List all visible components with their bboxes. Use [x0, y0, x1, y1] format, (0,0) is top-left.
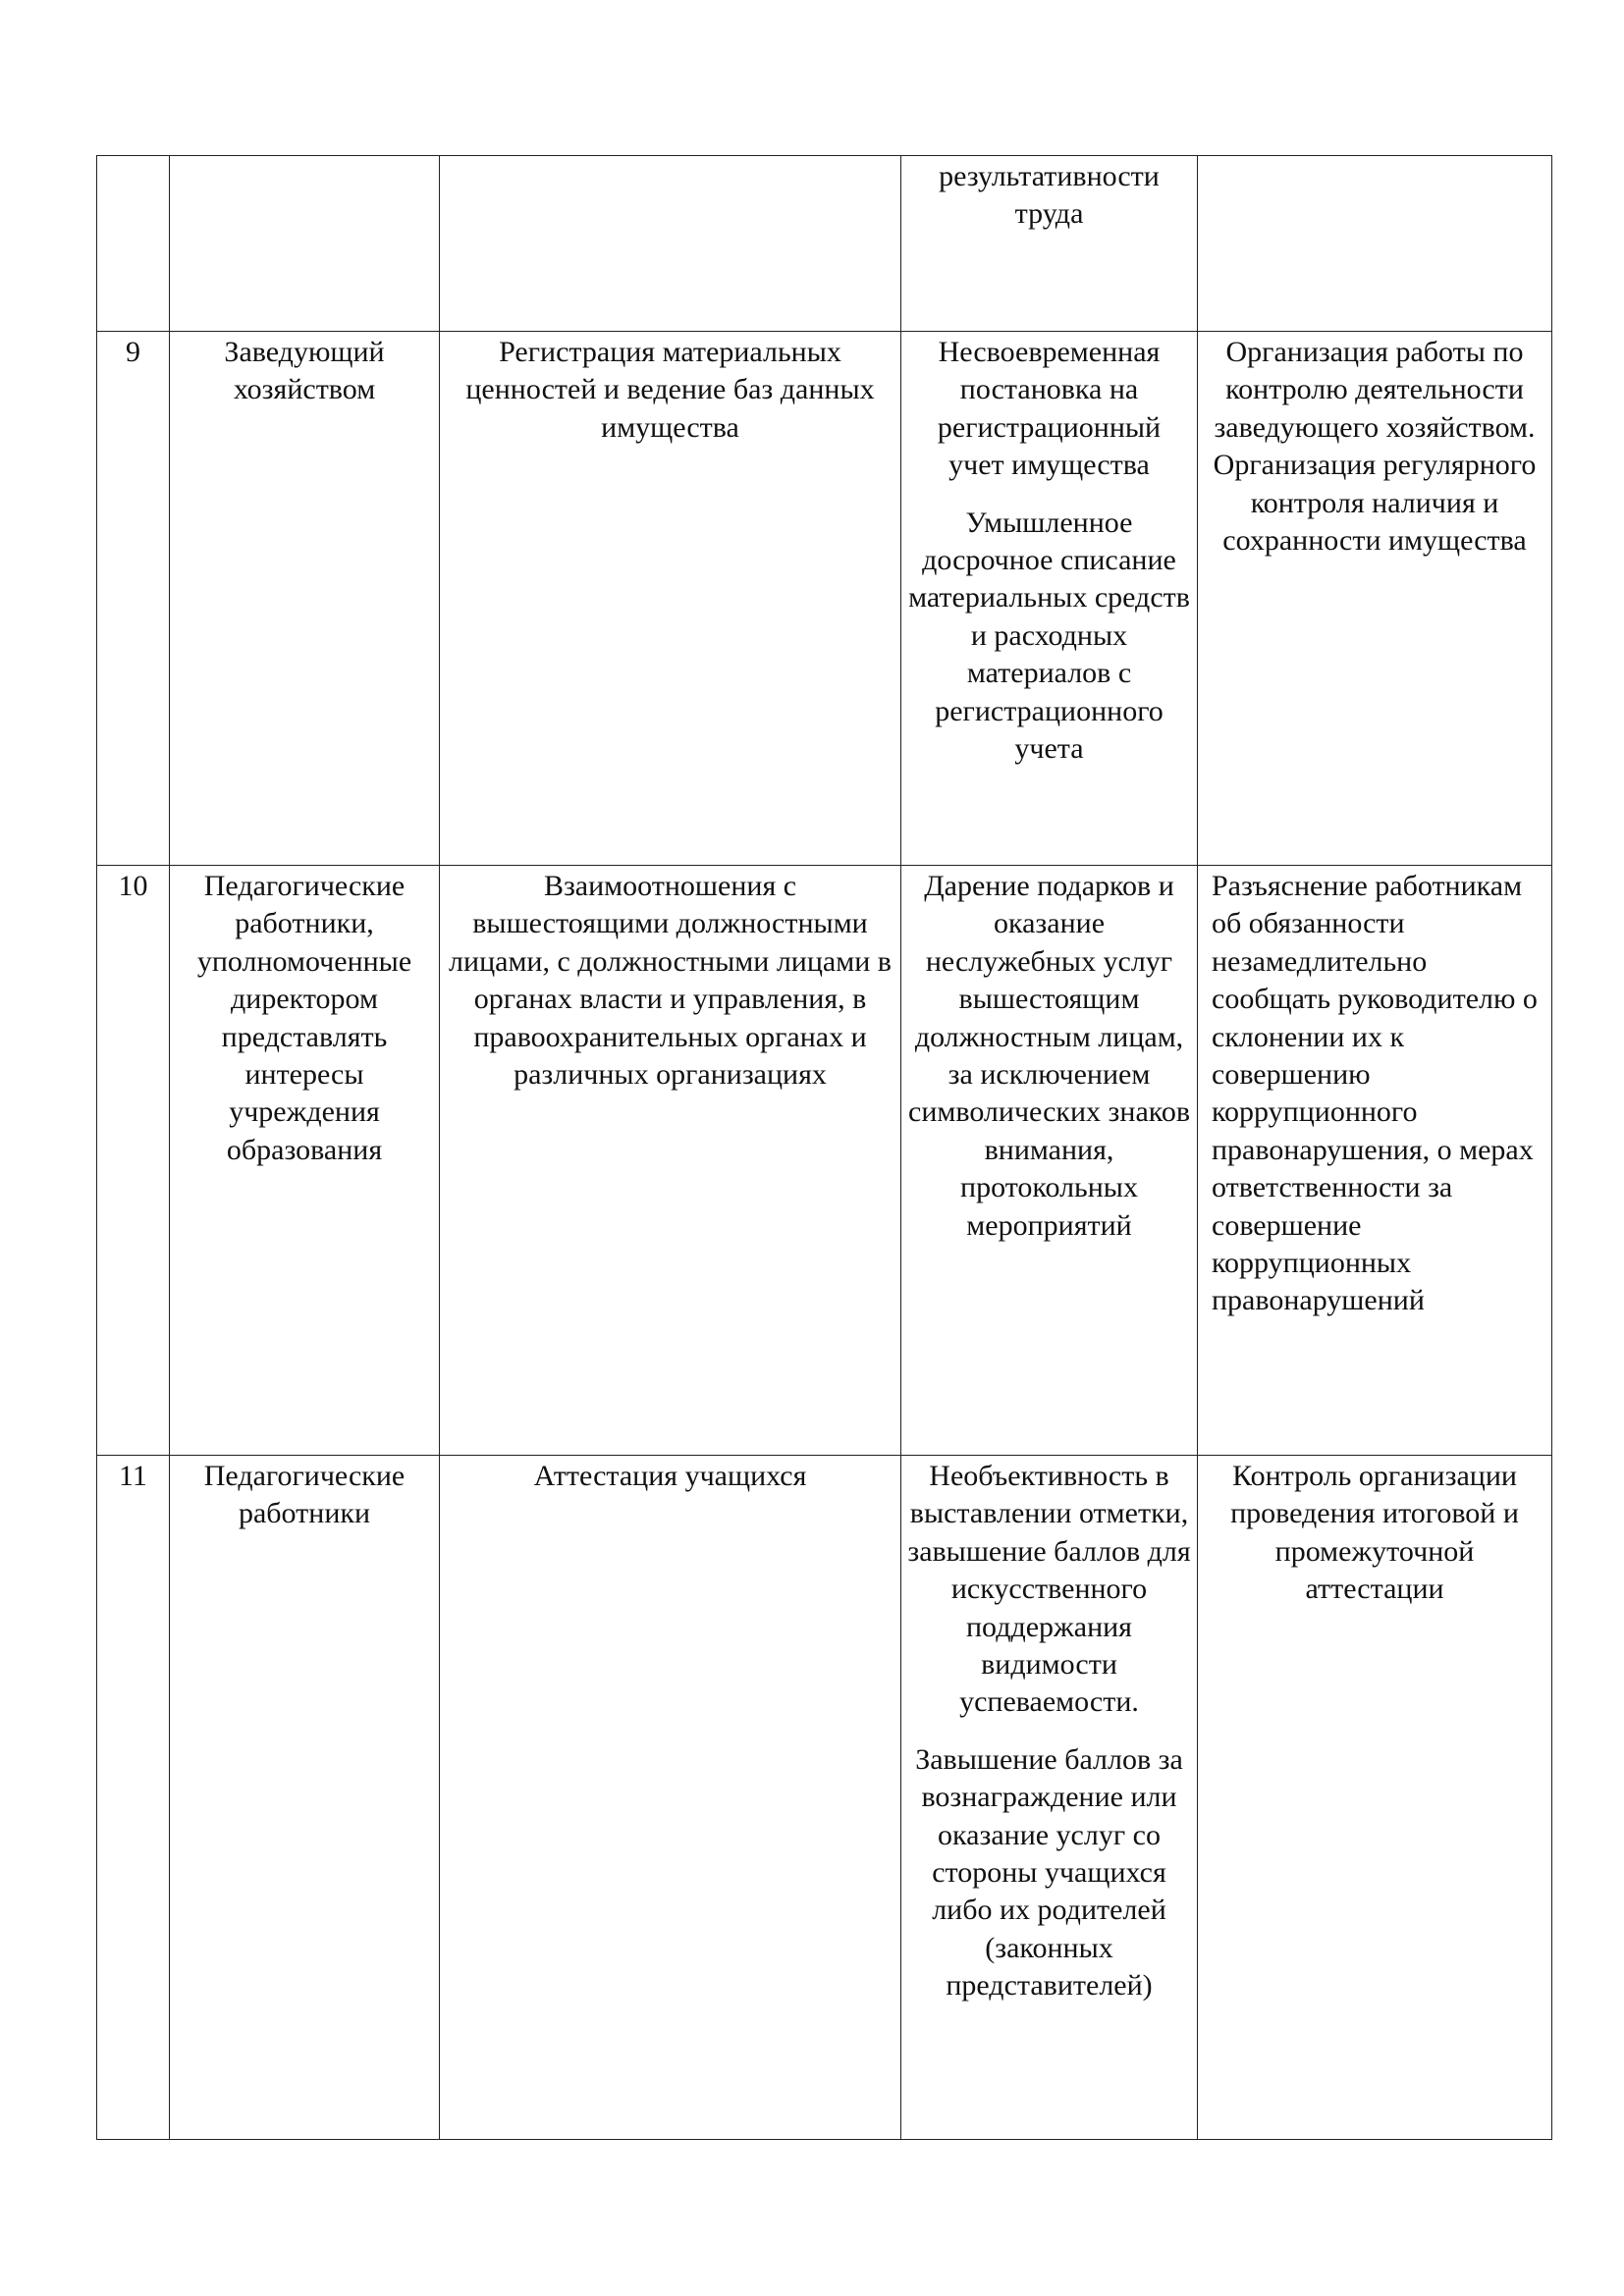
function-cell: Аттестация учащихся	[440, 1456, 901, 2140]
position-cell: Педагогические работники	[170, 1456, 440, 2140]
risk-text: Необъективность в выставлении отметки, завышение баллов для искусственного поддержания видимости успеваемости.	[907, 1460, 1191, 1719]
function-cell: Взаимоотношения с вышестоящими должностными лицами, с должностными лицами в органах власти и управления, в правоохранительных органах и различных организациях	[440, 866, 901, 1456]
corruption-risk-table	[96, 155, 1552, 2140]
risk-text: Умышленное досрочное списание материальных средств и расходных материалов с регистрационного учета	[908, 506, 1190, 766]
measure-cell: Организация работы по контролю деятельности заведующего хозяйством. Организация регулярного контроля наличия и сохранности имущества	[1198, 332, 1552, 866]
function-cell: Регистрация материальных ценностей и ведение баз данных имущества	[440, 332, 901, 866]
risk-text: результативности труда	[939, 160, 1160, 231]
row-number: 11	[97, 1456, 170, 2140]
risk-cell	[901, 156, 1198, 332]
table-row-10	[97, 866, 1552, 1456]
position-cell: Педагогические работники, уполномоченные директором представлять интересы учреждения образования	[170, 866, 440, 1456]
risk-cell	[901, 866, 1198, 1456]
position-cell	[170, 156, 440, 332]
measure-cell: Контроль организации проведения итоговой и промежуточной аттестации	[1198, 1456, 1552, 2140]
table-row-9	[97, 332, 1552, 866]
measure-cell	[1198, 156, 1552, 332]
risk-cell	[901, 1456, 1198, 2140]
position-cell: Заведующий хозяйством	[170, 332, 440, 866]
row-number	[97, 156, 170, 332]
measure-cell: Разъяснение работникам об обязанности незамедлительно сообщать руководителю о склонении их к совершению коррупционного правонарушения, о мерах ответственности за совершение коррупционных правонарушений	[1198, 866, 1552, 1456]
risk-text: Несвоевременная постановка на регистрационный учет имущества	[937, 336, 1162, 482]
risk-text: Дарение подарков и оказание неслужебных услуг вышестоящим должностным лицам, за исключением символических знаков внимания, протокольных мероприятий	[908, 870, 1190, 1242]
table-row-continuation	[97, 156, 1552, 332]
risk-text: Завышение баллов за вознаграждение или оказание услуг со стороны учащихся либо их родителей (законных представителей)	[915, 1742, 1183, 2002]
row-number: 10	[97, 866, 170, 1456]
row-number: 9	[97, 332, 170, 866]
function-cell	[440, 156, 901, 332]
table-row-11	[97, 1456, 1552, 2140]
risk-cell	[901, 332, 1198, 866]
